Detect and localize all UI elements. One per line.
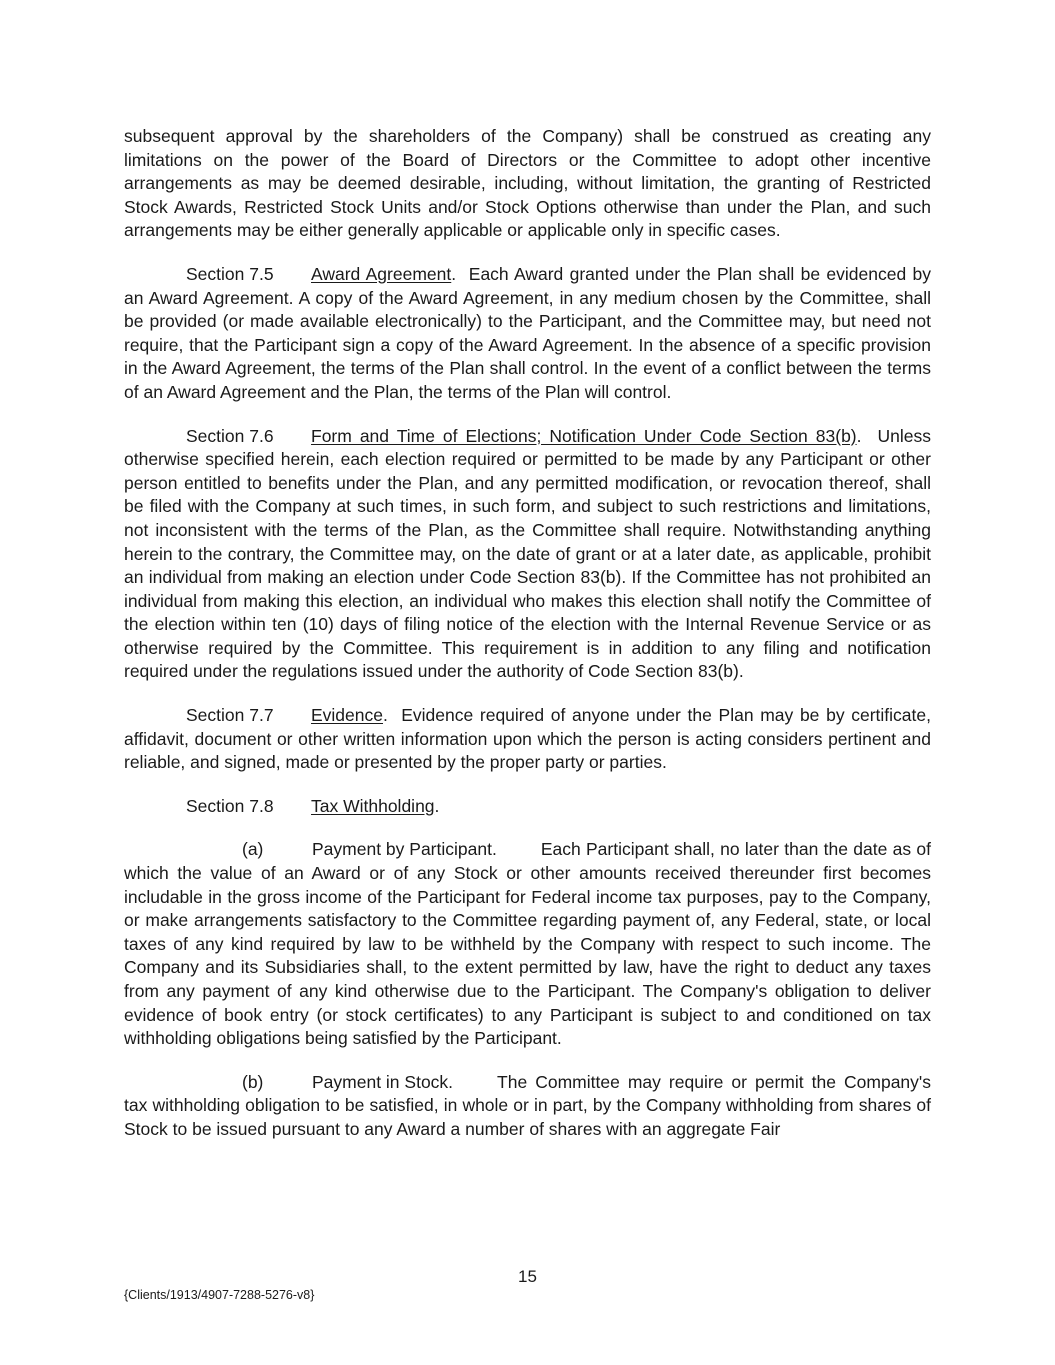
section-number: Section 7.7 (186, 705, 274, 726)
section-body: Unless otherwise specified herein, each election required or permitted to be made by any Participant or other person entitled to benefits under the Plan, and any permitted modification, or revocation thereof, shall be filed with the Company at such times, in such form, and subject to such restrictions and limitations, not inconsistent with the terms of the Plan, as the Committee shall require. Notwithstanding anything herein to the contrary, the Committee may, on the date of grant or at a later date, as applicable, prohibit an individual from making an election under Code Section 83(b). If the Committee has not prohibited an individual from making this election, an individual who makes this election shall notify the Committee of the election within ten (10) days of filing notice of the election with the Internal Revenue Service or as otherwise required by the Committee. This requirement is in addition to any filing and notification required under the regulations issued under the authority of Code Section 83(b). (124, 425, 931, 682)
subsection-heading: Payment by Participant. (312, 839, 497, 860)
document-body (124, 125, 931, 1142)
subsection-b (124, 1071, 931, 1142)
section-title: Tax Withholding (311, 795, 435, 816)
section-7-8: Section 7.8 Tax Withholding. (124, 795, 931, 819)
section-title: Evidence (311, 705, 383, 726)
section-title: Form and Time of Elections; Notification Under Code Section 83(b) (311, 425, 857, 446)
subsection-letter: (b) (242, 1071, 264, 1092)
section-7-5: Section 7.5 Award Agreement. Each Award granted under the Plan shall be evidenced by an Award Agreement. A copy of the Award Agreement, in any medium chosen by the Committee, shall be provided (or made available electronically) to the Participant, and the Committee may, but need not require, that the Participant sign a copy of the Award Agreement. In the absence of a specific provision in the Award Agreement, the terms of the Plan shall control. In the event of a conflict between the terms of an Award Agreement and the Plan, the terms of the Plan will control. (124, 263, 931, 402)
document-id: {Clients/1913/4907-7288-5276-v8} (124, 1288, 315, 1302)
section-7-6: Section 7.6 Form and Time of Elections; Notification Under Code Section 83(b). Unless otherwise specified herein, each election required or permitted to be made by any Participant or other person entitled to benefits under the Plan, and any permitted modification, or revocation thereof, shall be filed with the Company at such times, in such form, and subject to such restrictions and limitations, not inconsistent with the terms of the Plan, as the Committee shall require. Notwithstanding anything herein to the contrary, the Committee may, on the date of grant or at a later date, as applicable, prohibit an individual from making an election under Code Section 83(b). If the Committee has not prohibited an individual from making this election, an individual who makes this election shall notify the Committee of the election within ten (10) days of filing notice of the election with the Internal Revenue Service or as otherwise required by the Committee. This requirement is in addition to any filing and notification required under the regulations issued under the authority of Code Section 83(b). (124, 425, 931, 682)
intro-paragraph: subsequent approval by the shareholders of the Company) shall be construed as creating any limitations on the power of the Board of Directors or the Committee to adopt other incentive arrangements as may be deemed desirable, including, without limitation, the granting of Restricted Stock Awards, Restricted Stock Units and/or Stock Options otherwise than under the Plan, and such arrangements may be either generally applicable or applicable only in specific cases. (124, 126, 931, 241)
section-number: Section 7.8 (186, 795, 274, 816)
subsection-heading: Payment in Stock. (312, 1071, 454, 1092)
section-number: Section 7.5 (186, 263, 274, 284)
section-body: Each Award granted under the Plan shall be evidenced by an Award Agreement. A copy of the Award Agreement, in any medium chosen by the Committee, shall be provided (or made available electronically) to the Participant, and the Committee may, but need not require, that the Participant sign a copy of the Award Agreement. In the absence of a specific provision in the Award Agreement, the terms of the Plan shall control. In the event of a conflict between the terms of an Award Agreement and the Plan, the terms of the Plan will control. (124, 263, 931, 402)
section-title: Award Agreement (311, 263, 452, 284)
section-7-7: Section 7.7 Evidence. Evidence required of anyone under the Plan may be by certificate, affidavit, document or other written information upon which the person is acting considers pertinent and reliable, and signed, made or presented by the proper party or parties. (124, 705, 931, 773)
subsection-body: Each Participant shall, no later than the date as of which the value of an Award or of any Stock or other amounts received thereunder first becomes includable in the gross income of the Participant for Federal income tax purposes, pay to the Company, or make arrangements satisfactory to the Committee regarding payment of, any Federal, state, or local taxes of any kind required by law to be withheld by the Company with respect to such income. The Company and its Subsidiaries shall, to the extent permitted by law, have the right to deduct any taxes from any payment of any kind otherwise due to the Participant. The Company's obligation to deliver evidence of book entry (or stock certificates) to any Participant is subject to and conditioned on tax withholding obligations being satisfied by the Participant. (124, 839, 931, 1049)
subsection-a (124, 838, 931, 1050)
section-body: Evidence required of anyone under the Plan may be by certificate, affidavit, document or other written information upon which the person is acting considers pertinent and reliable, and signed, made or presented by the proper party or parties. (124, 705, 931, 773)
subsection-letter: (a) (242, 839, 264, 860)
section-number: Section 7.6 (186, 425, 274, 446)
subsection-body: The Committee may require or permit the Company's tax withholding obligation to be satisfied, in whole or in part, by the Company withholding from shares of Stock to be issued pursuant to any Award a number of shares with an aggregate Fair (124, 1071, 931, 1139)
page-number: 15 (518, 1267, 537, 1286)
